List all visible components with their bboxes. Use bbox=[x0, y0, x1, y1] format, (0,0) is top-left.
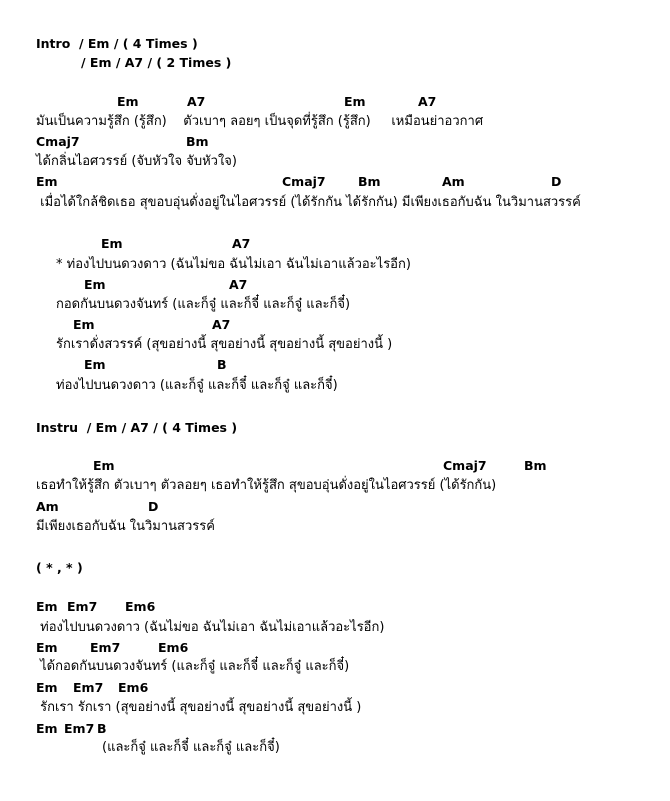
lyric-line: เธอทำให้รู้สึก ตัวเบาๆ ตัวลอยๆ เธอทำให้รู้สึก สุขอบอุ่นดั่งอยู่ในไอศวรรย์ (ได้รักกัน) bbox=[36, 478, 497, 493]
lyric-line: มีเพียงเธอกับฉัน ในวิมานสวรรค์ bbox=[36, 519, 215, 534]
chord: Em bbox=[73, 317, 95, 332]
chord: Em bbox=[84, 357, 106, 372]
chord: A7 bbox=[187, 94, 206, 109]
chord-line bbox=[0, 277, 670, 293]
chord: A7 bbox=[212, 317, 231, 332]
chord: Em bbox=[36, 640, 58, 655]
chord: Em bbox=[93, 458, 115, 473]
chord-line bbox=[0, 134, 670, 150]
lyric-line: * ท่องไปบนดวงดาว (ฉันไม่ขอ ฉันไม่เอา ฉันไม่เอาแล้วอะไรอีก) bbox=[56, 257, 411, 272]
lyric-line: ได้กลิ่นไอศวรรย์ (จับหัวใจ จับหัวใจ) bbox=[36, 154, 237, 169]
lyric-line: เมื่อได้ใกล้ชิดเธอ สุขอบอุ่นดั่งอยู่ในไอศวรรย์ (ได้รักกัน ได้รักกัน) มีเพียงเธอกับฉัน ในวิมานสวรรค์ bbox=[36, 195, 581, 210]
chord: Em6 bbox=[118, 680, 149, 695]
lyric-line: มันเป็นความรู้สึก (รู้สึก) ตัวเบาๆ ลอยๆ เป็นจุดที่รู้สึก (รู้สึก) เหมือนย่าอวกาศ bbox=[36, 114, 484, 129]
chord-line bbox=[0, 640, 670, 656]
chord: Em bbox=[36, 721, 58, 736]
intro-line-1: Intro / Em / ( 4 Times ) bbox=[36, 36, 198, 51]
chord-line bbox=[0, 236, 670, 252]
lyric-line: ท่องไปบนดวงดาว (และก็จู๋ และก็จี๋ และก็จู๋ และก็จี๋) bbox=[56, 378, 338, 393]
chord: Em bbox=[36, 174, 58, 189]
chord: Bm bbox=[524, 458, 547, 473]
chord: Cmaj7 bbox=[36, 134, 80, 149]
chord: A7 bbox=[418, 94, 437, 109]
chord: Em bbox=[84, 277, 106, 292]
chord: Em bbox=[36, 680, 58, 695]
chord: Em bbox=[117, 94, 139, 109]
chord: Em bbox=[344, 94, 366, 109]
chord: Em6 bbox=[125, 599, 156, 614]
chord: Bm bbox=[358, 174, 381, 189]
chord-line bbox=[0, 174, 670, 190]
chord: Em7 bbox=[67, 599, 98, 614]
instru-line: Instru / Em / A7 / ( 4 Times ) bbox=[36, 420, 238, 435]
chord: Em7 bbox=[64, 721, 95, 736]
chord-line bbox=[0, 317, 670, 333]
chord: Am bbox=[442, 174, 465, 189]
repeat-marker: ( * , * ) bbox=[36, 560, 83, 575]
chord-line bbox=[0, 721, 670, 737]
chord-line bbox=[0, 680, 670, 696]
chord-line bbox=[0, 599, 670, 615]
lyric-line: รักเรา รักเรา (สุขอย่างนี้ สุขอย่างนี้ สุขอย่างนี้ สุขอย่างนี้ ) bbox=[36, 700, 362, 715]
intro-line-2: / Em / A7 / ( 2 Times ) bbox=[81, 55, 232, 70]
chord: B bbox=[217, 357, 227, 372]
chord: A7 bbox=[232, 236, 251, 251]
chord-line bbox=[0, 499, 670, 515]
chord: Cmaj7 bbox=[282, 174, 326, 189]
lyric-line: กอดกันบนดวงจันทร์ (และก็จู๋ และก็จี๋ และก็จู๋ และก็จี๋) bbox=[56, 297, 351, 312]
chord-line bbox=[0, 357, 670, 373]
chord: Em bbox=[36, 599, 58, 614]
chord: A7 bbox=[229, 277, 248, 292]
chord-line bbox=[0, 94, 670, 110]
chord: D bbox=[148, 499, 159, 514]
chord: Em7 bbox=[90, 640, 121, 655]
lyric-line: ท่องไปบนดวงดาว (ฉันไม่ขอ ฉันไม่เอา ฉันไม่เอาแล้วอะไรอีก) bbox=[36, 620, 385, 635]
lyric-line: รักเราดั่งสวรรค์ (สุขอย่างนี้ สุขอย่างนี้ สุขอย่างนี้ สุขอย่างนี้ ) bbox=[56, 337, 393, 352]
chord: Em6 bbox=[158, 640, 189, 655]
chord: Em7 bbox=[73, 680, 104, 695]
lyric-line: ได้กอดกันบนดวงจันทร์ (และก็จู๋ และก็จี๋ และก็จู๋ และก็จี๋) bbox=[36, 659, 350, 674]
lyric-line: (และก็จู๋ และก็จี๋ และก็จู๋ และก็จี๋) bbox=[102, 740, 280, 755]
chord: Am bbox=[36, 499, 59, 514]
chord: Bm bbox=[186, 134, 209, 149]
chord: D bbox=[551, 174, 562, 189]
chord: B bbox=[97, 721, 107, 736]
chord-line bbox=[0, 458, 670, 474]
chord: Cmaj7 bbox=[443, 458, 487, 473]
chord: Em bbox=[101, 236, 123, 251]
